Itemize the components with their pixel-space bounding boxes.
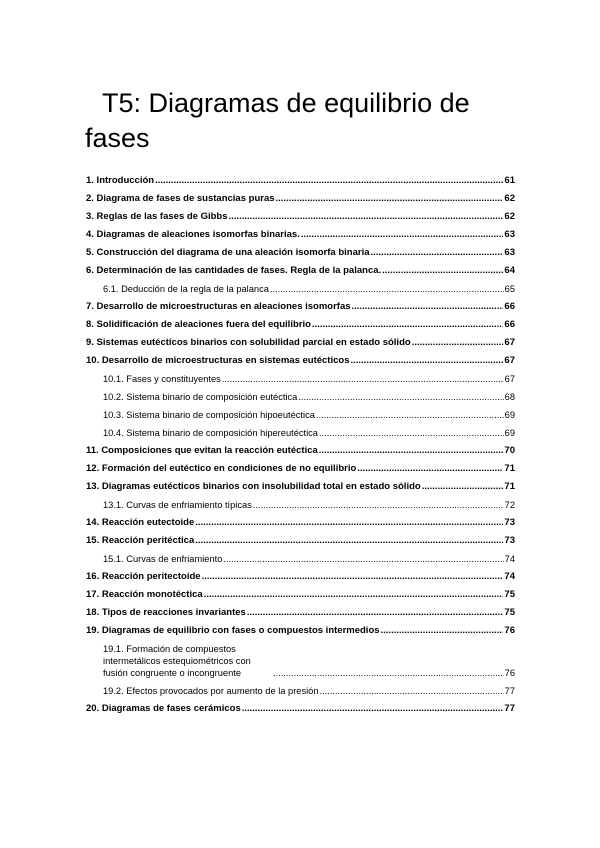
toc-entry[interactable] <box>86 247 515 259</box>
toc-entry-label: 1. Introducción <box>86 175 155 186</box>
toc-page-number: 66 <box>504 319 515 330</box>
toc-entry[interactable] <box>86 391 515 403</box>
toc-entry-label: 19.1. Formación de compuestos intermetálicos estequiométricos con fusión congruente o incongruente <box>103 644 251 678</box>
toc-dot-leader <box>319 445 504 457</box>
toc-entry[interactable] <box>86 685 515 697</box>
toc-entry-label: 6.1. Deducción de la regla de la palanca <box>103 284 269 294</box>
toc-entry[interactable] <box>86 211 515 223</box>
toc-entry-label: 19. Diagramas de equilibrio con fases o compuestos intermedios <box>86 625 380 636</box>
toc-dot-leader <box>195 517 503 529</box>
toc-page-number: 67 <box>504 374 515 384</box>
toc-page-number: 74 <box>504 571 515 582</box>
toc-page-number: 76 <box>504 625 515 636</box>
toc-entry[interactable] <box>86 553 515 565</box>
toc-entry-label: 13.1. Curvas de enfriamiento típicas <box>103 500 252 510</box>
toc-page-number: 63 <box>504 229 515 240</box>
toc-dot-leader <box>357 463 503 475</box>
toc-entry-label: 12. Formación del eutéctico en condiciones de no equilibrio <box>86 463 357 474</box>
toc-dot-leader <box>247 607 504 619</box>
toc-entry-label: 14. Reacción eutectoide <box>86 517 195 528</box>
toc-entry-label: 15. Reacción peritéctica <box>86 535 195 546</box>
toc-dot-leader <box>229 211 504 223</box>
toc-page-number: 73 <box>504 517 515 528</box>
toc-page-number: 69 <box>504 428 515 438</box>
toc-entry-label: 13. Diagramas eutécticos binarios con insolubilidad total en estado sólido <box>86 481 421 492</box>
toc-entry[interactable] <box>86 229 515 241</box>
toc-entry[interactable] <box>86 427 515 439</box>
toc-page-number: 68 <box>504 392 515 402</box>
toc-entry[interactable] <box>86 499 515 511</box>
toc-page-number: 72 <box>504 500 515 510</box>
toc-page-number: 66 <box>504 301 515 312</box>
toc-entry[interactable] <box>86 607 515 619</box>
toc-entry[interactable] <box>86 643 515 679</box>
toc-entry-label: 6. Determinación de las cantidades de fases. Regla de la palanca. <box>86 265 382 276</box>
toc-entry[interactable] <box>86 463 515 475</box>
toc-page-number: 71 <box>504 463 515 474</box>
toc-entry[interactable] <box>86 319 515 331</box>
toc-entry[interactable] <box>86 571 515 583</box>
toc-dot-leader <box>242 703 504 715</box>
toc-dot-leader <box>371 247 504 259</box>
toc-entry[interactable] <box>86 373 515 385</box>
toc-dot-leader <box>155 175 503 187</box>
toc-entry-label: 7. Desarrollo de microestructuras en aleaciones isomorfas <box>86 301 351 312</box>
toc-dot-leader <box>350 355 503 367</box>
toc-page-number: 76 <box>504 668 515 678</box>
toc-dot-leader <box>204 589 504 601</box>
toc-entry-label: 11. Composiciones que evitan la reacción eutéctica <box>86 445 318 456</box>
toc-dot-leader <box>298 391 503 403</box>
toc-entry[interactable] <box>86 193 515 205</box>
toc-page-number: 65 <box>504 284 515 294</box>
toc-dot-leader <box>316 409 504 421</box>
toc-dot-leader <box>222 373 504 385</box>
toc-entry-label: 5. Construcción del diagrama de una aleación isomorfa binaria <box>86 247 370 258</box>
toc-entry[interactable] <box>86 703 515 715</box>
toc-dot-leader <box>202 571 504 583</box>
toc-dot-leader <box>381 625 504 637</box>
toc-page-number: 62 <box>504 193 515 204</box>
toc-entry-label: 16. Reacción peritectoide <box>86 571 201 582</box>
toc-entry-label: 15.1. Curvas de enfriamiento <box>103 554 223 564</box>
toc-page-number: 61 <box>504 175 515 186</box>
toc-dot-leader <box>312 319 504 331</box>
toc-entry[interactable] <box>86 409 515 421</box>
toc-dot-leader <box>382 265 503 277</box>
toc-entry-label: 10.3. Sistema binario de composición hipoeutéctica <box>103 410 315 420</box>
toc-entry-label: 20. Diagramas de fases cerámicos <box>86 703 241 714</box>
toc-entry-label: 10.1. Fases y constituyentes <box>103 374 221 384</box>
toc-entry[interactable] <box>86 265 515 277</box>
toc-entry[interactable] <box>86 535 515 547</box>
toc-dot-leader <box>195 535 503 547</box>
toc-entry-label: 17. Reacción monotéctica <box>86 589 203 600</box>
toc-dot-leader <box>319 427 504 439</box>
toc-entry-label: 10.4. Sistema binario de composición hipereutéctica <box>103 428 318 438</box>
toc-page-number: 70 <box>504 445 515 456</box>
toc-entry-label: 2. Diagrama de fases de sustancias puras <box>86 193 275 204</box>
table-of-contents <box>86 175 515 721</box>
toc-entry-label: 19.2. Efectos provocados por aumento de la presión <box>103 686 319 696</box>
toc-entry[interactable] <box>86 337 515 349</box>
toc-page-number: 71 <box>504 481 515 492</box>
toc-page-number: 67 <box>504 337 515 348</box>
toc-entry[interactable] <box>86 175 515 187</box>
toc-entry[interactable] <box>86 445 515 457</box>
toc-page-number: 77 <box>504 703 515 714</box>
toc-page-number: 74 <box>504 554 515 564</box>
toc-entry[interactable] <box>86 589 515 601</box>
toc-entry[interactable] <box>86 481 515 493</box>
toc-entry[interactable] <box>86 517 515 529</box>
toc-entry[interactable] <box>86 301 515 313</box>
toc-entry-label: 10.2. Sistema binario de composición eutéctica <box>103 392 298 402</box>
toc-entry[interactable] <box>86 355 515 367</box>
toc-page-number: 69 <box>504 410 515 420</box>
toc-entry-label: 10. Desarrollo de microestructuras en sistemas eutécticos <box>86 355 350 366</box>
toc-page-number: 73 <box>504 535 515 546</box>
toc-dot-leader <box>223 553 503 565</box>
toc-entry-label: 18. Tipos de reacciones invariantes <box>86 607 246 618</box>
toc-page-number: 63 <box>504 247 515 258</box>
toc-dot-leader <box>276 193 504 205</box>
toc-page-number: 67 <box>504 355 515 366</box>
toc-dot-leader <box>422 481 504 493</box>
toc-entry[interactable] <box>86 283 515 295</box>
toc-entry-label: 3. Reglas de las fases de Gibbs <box>86 211 228 222</box>
toc-dot-leader <box>270 283 504 295</box>
toc-entry-label: 8. Solidificación de aleaciones fuera del equilibrio <box>86 319 311 330</box>
toc-dot-leader <box>273 667 504 679</box>
toc-page-number: 62 <box>504 211 515 222</box>
toc-dot-leader <box>412 337 504 349</box>
toc-entry-label: 4. Diagramas de aleaciones isomorfas binarias. <box>86 229 300 240</box>
toc-page-number: 64 <box>504 265 515 276</box>
toc-dot-leader <box>352 301 504 313</box>
toc-entry-label: 9. Sistemas eutécticos binarios con solubilidad parcial en estado sólido <box>86 337 411 348</box>
toc-page-number: 75 <box>504 607 515 618</box>
toc-page-number: 77 <box>504 686 515 696</box>
toc-dot-leader <box>253 499 504 511</box>
toc-dot-leader <box>320 685 504 697</box>
toc-entry[interactable] <box>86 625 515 637</box>
document-title: T5: Diagramas de equilibrio de fases <box>85 88 470 153</box>
toc-dot-leader <box>301 229 504 241</box>
toc-page-number: 75 <box>504 589 515 600</box>
